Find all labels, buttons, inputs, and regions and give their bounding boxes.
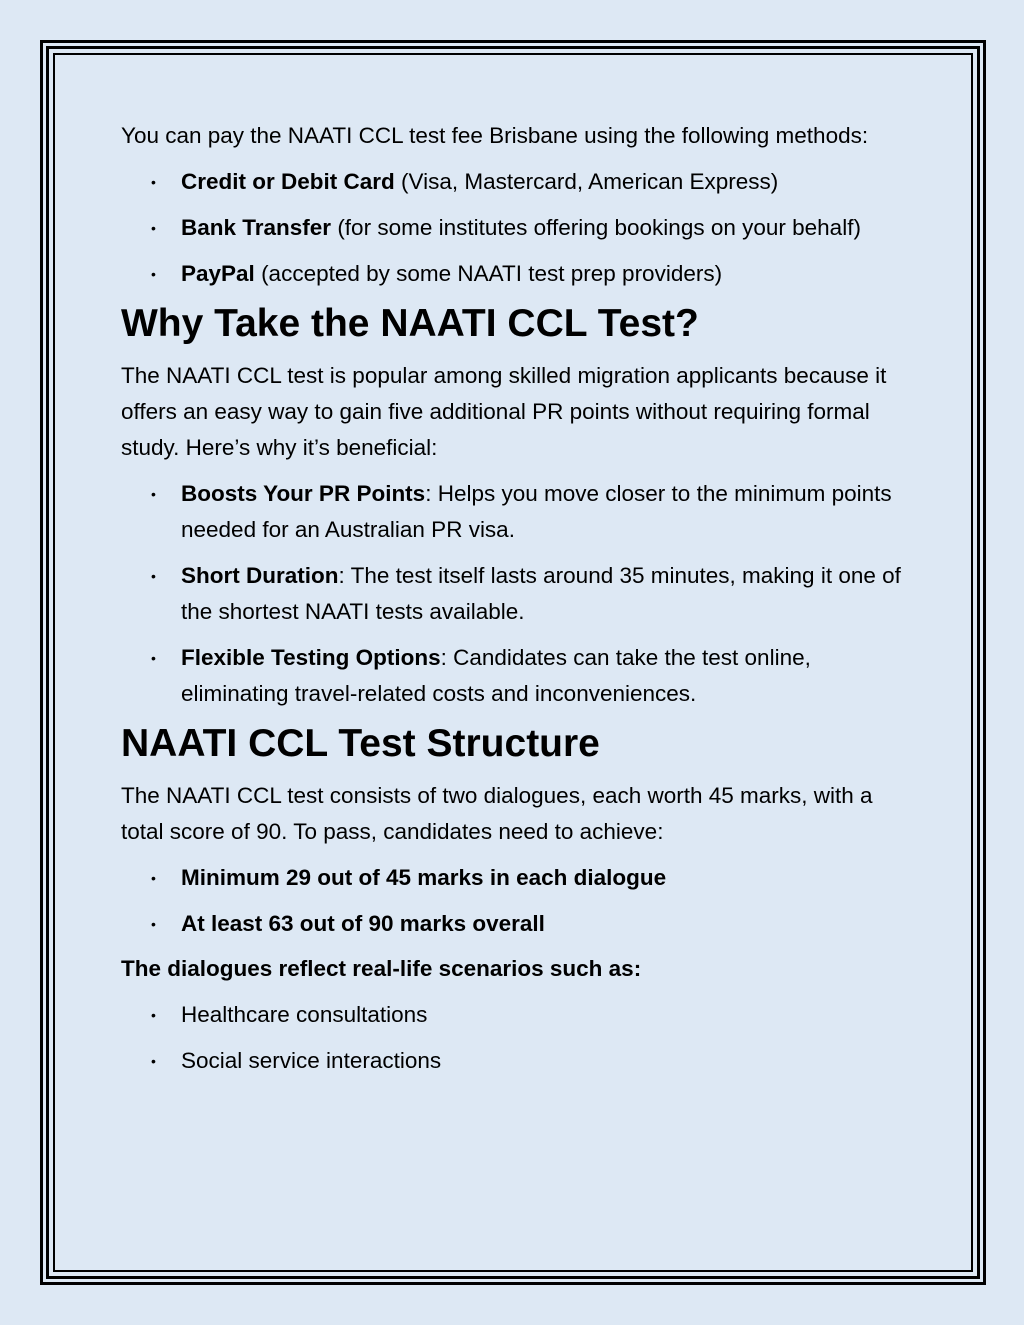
scenarios-lead: The dialogues reflect real-life scenarios such as: [121, 956, 642, 981]
item-bold: Short Duration [181, 563, 339, 588]
bullet-icon: • [151, 220, 156, 236]
list-item [121, 256, 901, 292]
item-text: : Candidates can take the test online, eliminating travel-related costs and inconveniences. [181, 645, 811, 706]
item-bold: Flexible Testing Options [181, 645, 441, 670]
bullet-icon: • [151, 650, 156, 666]
list-item [121, 906, 901, 942]
document-body [121, 118, 901, 1079]
item-bold: Credit or Debit Card [181, 169, 395, 194]
requirements-list [121, 860, 901, 942]
list-item [121, 640, 901, 712]
item-bold: PayPal [181, 261, 255, 286]
benefits-list [121, 476, 901, 712]
list-item [121, 860, 901, 896]
list-item [121, 997, 901, 1033]
bullet-icon: • [151, 266, 156, 282]
bullet-icon: • [151, 486, 156, 502]
item-text: (Visa, Mastercard, American Express) [394, 169, 779, 194]
item-text: : Helps you move closer to the minimum points needed for an Australian PR visa. [181, 481, 892, 542]
scenarios-list [121, 997, 901, 1079]
list-item [121, 558, 901, 630]
list-item [121, 164, 901, 200]
structure-heading: NAATI CCL Test Structure [121, 722, 600, 765]
item-bold: Bank Transfer [181, 215, 332, 240]
why-heading: Why Take the NAATI CCL Test? [121, 302, 699, 345]
list-item [121, 476, 901, 548]
bullet-icon: • [151, 174, 156, 190]
item-text: Social service interactions [181, 1048, 442, 1073]
bullet-icon: • [151, 870, 156, 886]
why-paragraph: The NAATI CCL test is popular among skilled migration applicants because it offers an easy way to gain five additional PR points without requiring formal study. Here’s why it’s beneficial: [121, 363, 887, 460]
item-bold: Boosts Your PR Points [181, 481, 426, 506]
bullet-icon: • [151, 916, 156, 932]
item-text: (for some institutes offering bookings on your behalf) [331, 215, 861, 240]
bullet-icon: • [151, 568, 156, 584]
payment-intro: You can pay the NAATI CCL test fee Brisbane using the following methods: [121, 123, 869, 148]
item-bold: Minimum 29 out of 45 marks in each dialogue [181, 865, 667, 890]
bullet-icon: • [151, 1053, 156, 1069]
item-text: (accepted by some NAATI test prep providers) [254, 261, 723, 286]
structure-paragraph: The NAATI CCL test consists of two dialogues, each worth 45 marks, with a total score of 90. To pass, candidates need to achieve: [121, 783, 873, 844]
payment-methods-list [121, 164, 901, 292]
item-text: : The test itself lasts around 35 minutes, making it one of the shortest NAATI tests available. [181, 563, 901, 624]
list-item [121, 210, 901, 246]
list-item [121, 1043, 901, 1079]
item-bold: At least 63 out of 90 marks overall [181, 911, 545, 936]
bullet-icon: • [151, 1007, 156, 1023]
item-text: Healthcare consultations [181, 1002, 428, 1027]
